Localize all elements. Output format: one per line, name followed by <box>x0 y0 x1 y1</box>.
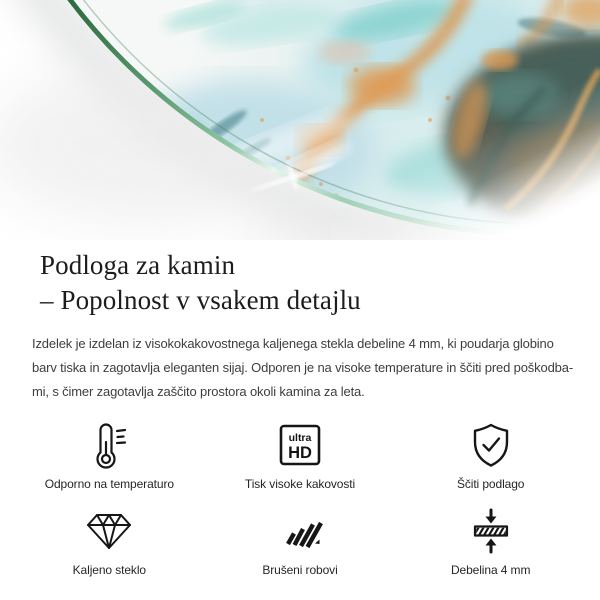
feature-label: Ščiti podlago <box>456 477 525 491</box>
thermometer-icon <box>87 420 131 470</box>
title-line-1: Podloga za kamin <box>40 250 236 280</box>
description-line: barv tiska in zagotavlja eleganten sijaj. Odporen je na visoke temperature in ščiti pred poškodba- <box>32 360 573 375</box>
product-image <box>0 0 600 240</box>
shield-check-icon <box>469 420 513 470</box>
feature-tempered-glass <box>14 506 205 577</box>
thickness-icon <box>469 506 513 556</box>
description-line: mi, s čimer zagotavlja zaščito prostora okoli kamina za leta. <box>32 384 365 399</box>
features-grid <box>0 420 600 577</box>
description-line: Izdelek je izdelan iz visokokakovostnega kaljenega stekla debeline 4 mm, ki poudarja globino <box>32 336 554 351</box>
title-line-2: – Popolnost v vsakem detajlu <box>40 285 361 315</box>
page-title <box>0 240 600 318</box>
svg-text:HD: HD <box>288 444 312 462</box>
glass-disc-artwork <box>0 0 600 240</box>
svg-text:ultra: ultra <box>288 432 312 444</box>
feature-temperature <box>14 420 205 491</box>
ultra-hd-icon <box>278 420 322 470</box>
feature-protection <box>395 420 586 491</box>
feature-thickness <box>395 506 586 577</box>
feature-label: Kaljeno steklo <box>72 563 146 577</box>
beveled-edges-icon <box>277 506 323 556</box>
feature-label: Odporno na temperaturo <box>44 477 174 491</box>
diamond-icon <box>85 506 133 556</box>
feature-label: Tisk visoke kakovosti <box>244 477 356 491</box>
feature-label: Debelina 4 mm <box>450 563 531 577</box>
feature-label: Brušeni robovi <box>262 563 338 577</box>
product-description <box>32 332 600 404</box>
feature-print-quality <box>205 420 396 491</box>
feature-polished-edges <box>205 506 396 577</box>
